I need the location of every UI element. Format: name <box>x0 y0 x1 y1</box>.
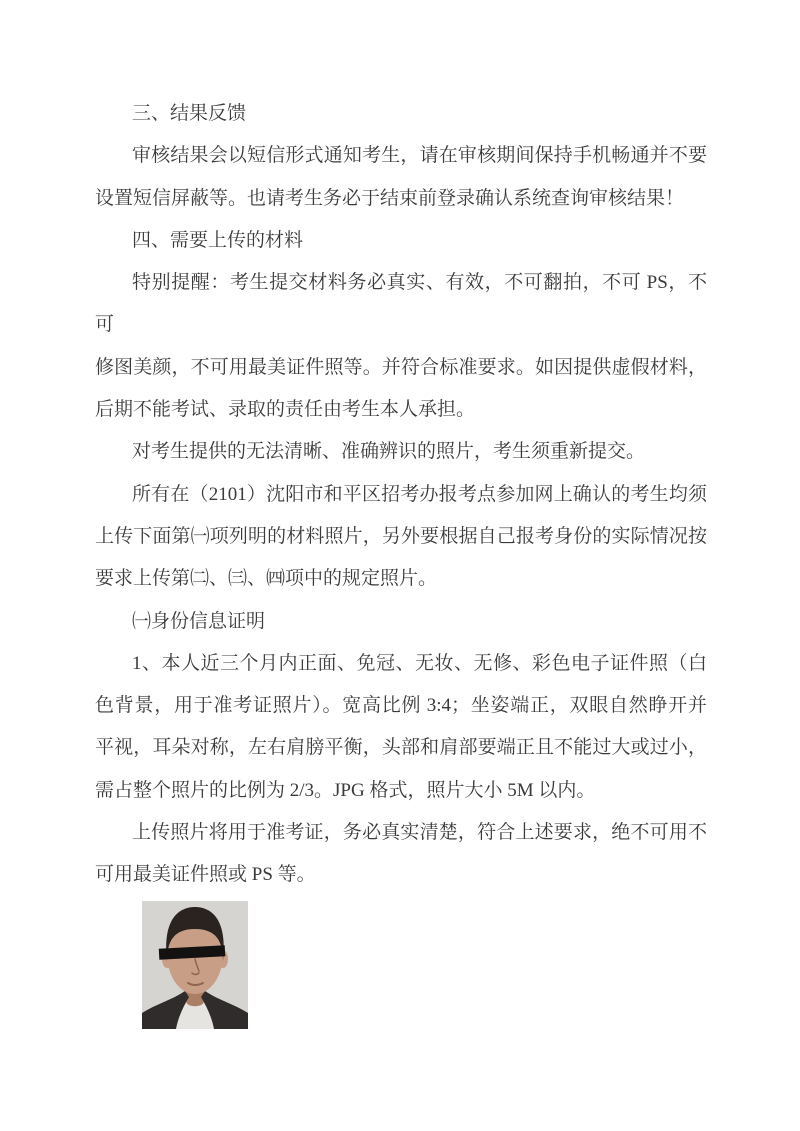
text-line: 上传照片将用于准考证，务必真实清楚，符合上述要求，绝不可用不 <box>132 822 707 844</box>
text-line: 1、本人近三个月内正面、免冠、无妆、无修、彩色电子证件照（白 <box>132 652 707 674</box>
text-line: ㈠身份信息证明 <box>132 610 266 632</box>
heading-item-1-identity-proof <box>95 601 707 643</box>
text-line: 所有在（2101）沈阳市和平区招考办报考点参加网上确认的考生均须 <box>132 483 707 505</box>
text-line: 需占整个照片的比例为 2/3。JPG 格式，照片大小 5M 以内。 <box>95 779 596 801</box>
sample-id-photo-graphic <box>142 901 248 1029</box>
text-line: 平视，耳朵对称，左右肩膀平衡，头部和肩部要端正且不能过大或过小， <box>95 737 707 759</box>
text-line: 对考生提供的无法清晰、准确辨识的照片，考生须重新提交。 <box>132 441 646 463</box>
para-unclear-photo-resubmit <box>95 431 707 473</box>
text-line: 修图美颜，不可用最美证件照等。并符合标准要求。如因提供虚假材料， <box>95 356 707 378</box>
text-line: 四、需要上传的材料 <box>132 229 304 251</box>
text-line: 三、结果反馈 <box>132 103 247 124</box>
text-line: 审核结果会以短信形式通知考生，请在审核期间保持手机畅通并不要 <box>132 145 707 167</box>
text-line: 上传下面第㈠项列明的材料照片，另外要根据自己报考身份的实际情况按 <box>95 525 707 547</box>
para-special-reminder <box>95 262 707 431</box>
text-line: 特别提醒：考生提交材料务必真实、有效，不可翻拍，不可 PS，不可 <box>95 272 707 336</box>
text-line: 设置短信屏蔽等。也请考生务必于结束前登录确认系统查询审核结果！ <box>95 187 685 209</box>
text-line: 要求上传第㈡、㈢、㈣项中的规定照片。 <box>95 568 438 590</box>
para-sms-notification <box>95 135 707 220</box>
heading-section-3-results-feedback <box>95 93 707 135</box>
text-line: 后期不能考试、录取的责任由考生本人承担。 <box>95 399 476 421</box>
para-photo-usage-warning <box>95 812 707 897</box>
text-line: 色背景，用于准考证照片）。宽高比例 3:4；坐姿端正，双眼自然睁开并 <box>95 695 707 717</box>
para-photo-requirements <box>95 643 707 812</box>
sample-id-photo <box>142 901 248 1029</box>
para-confirmation-site-requirements <box>95 474 707 601</box>
heading-section-4-materials <box>95 220 707 262</box>
text-line: 可用最美证件照或 PS 等。 <box>95 864 316 886</box>
